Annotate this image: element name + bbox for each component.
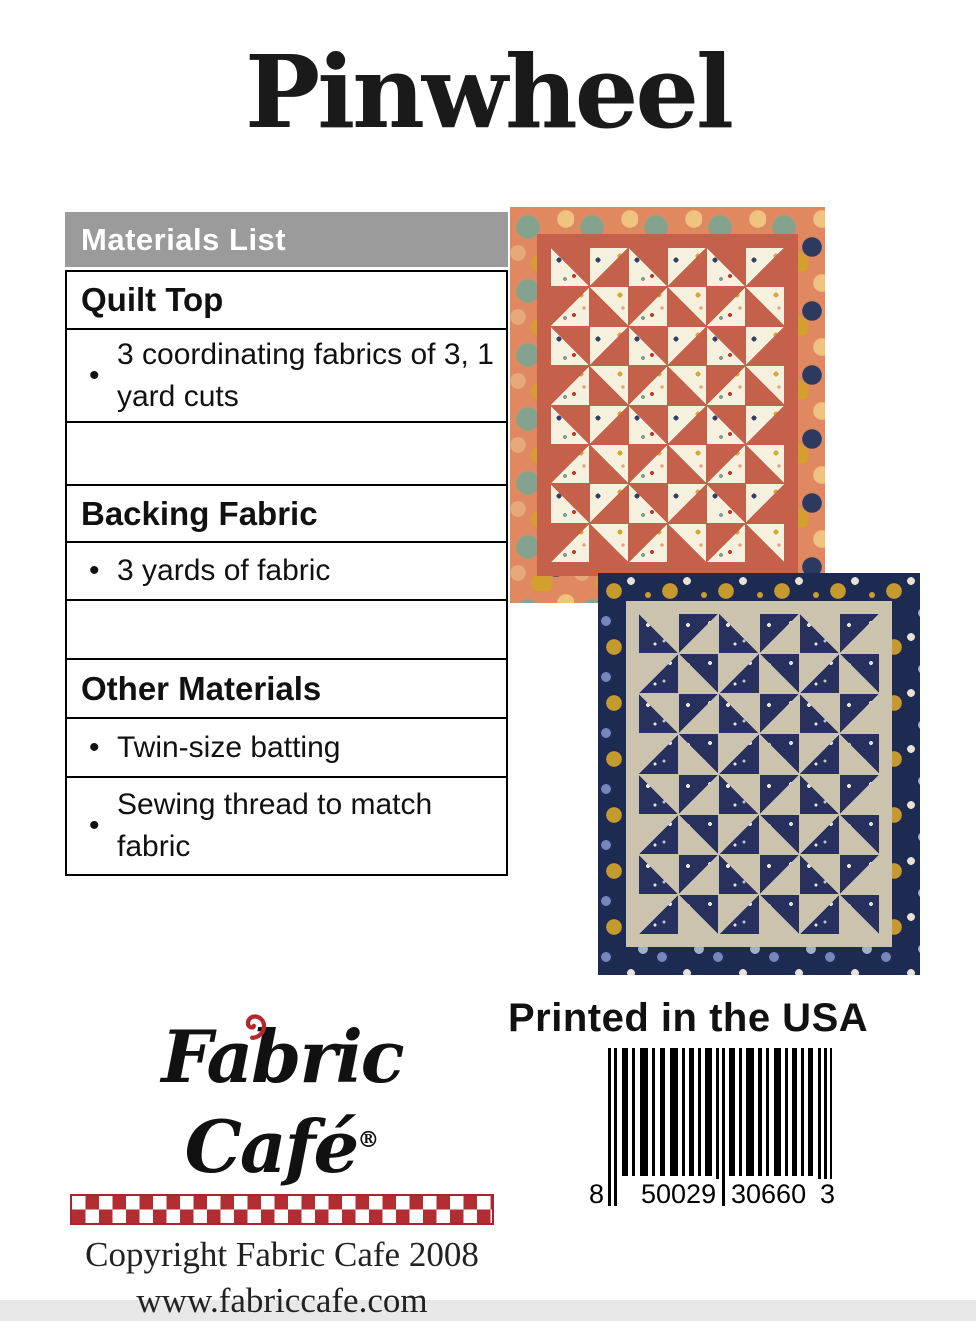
printed-in-usa-label: Printed in the USA [508, 996, 869, 1040]
spiral-icon [236, 1008, 270, 1042]
brand-name: Fabric Café [161, 1014, 403, 1189]
navy-pinwheel-quilt-image [598, 573, 920, 975]
row-section-backing-fabric: Backing Fabric [67, 486, 506, 543]
row-section-other-materials: Other Materials [67, 660, 506, 719]
row-bullet-backing-yards: • 3 yards of fabric [67, 543, 506, 601]
barcode-group-2: 30660 [728, 1179, 809, 1210]
materials-list-body [65, 270, 508, 876]
materials-list-table [65, 212, 508, 876]
orange-quilt-field [537, 234, 798, 576]
barcode [586, 1048, 838, 1210]
row-bullet-batting: • Twin-size batting [67, 719, 506, 778]
barcode-group-1: 50029 [638, 1179, 719, 1210]
checkerboard-band [70, 1194, 494, 1225]
registered-trademark-symbol: ® [357, 1127, 380, 1153]
navy-quilt-field [626, 601, 892, 947]
row-spacer [67, 601, 506, 660]
row-section-quilt-top: Quilt Top [67, 272, 506, 330]
fabric-cafe-wordmark [58, 1012, 506, 1192]
row-bullet-quilt-top-fabrics: • 3 coordinating fabrics of 3, 1 yard cuts [67, 330, 506, 423]
barcode-digit-left: 8 [586, 1179, 607, 1210]
row-bullet-thread: • Sewing thread to match fabric [67, 778, 506, 874]
orange-pinwheel-grid [551, 248, 784, 562]
website-url: www.fabriccafe.com [136, 1281, 428, 1320]
navy-pinwheel-grid [639, 614, 879, 934]
materials-list-header: Materials List [65, 212, 508, 267]
row-spacer [67, 423, 506, 486]
fabric-cafe-logo [58, 1012, 506, 1321]
orange-pinwheel-quilt-image [510, 207, 825, 603]
page-title: Pinwheel [245, 33, 731, 151]
copyright-line: Copyright Fabric Cafe 2008 [85, 1235, 479, 1274]
barcode-digit-right: 3 [817, 1179, 838, 1210]
